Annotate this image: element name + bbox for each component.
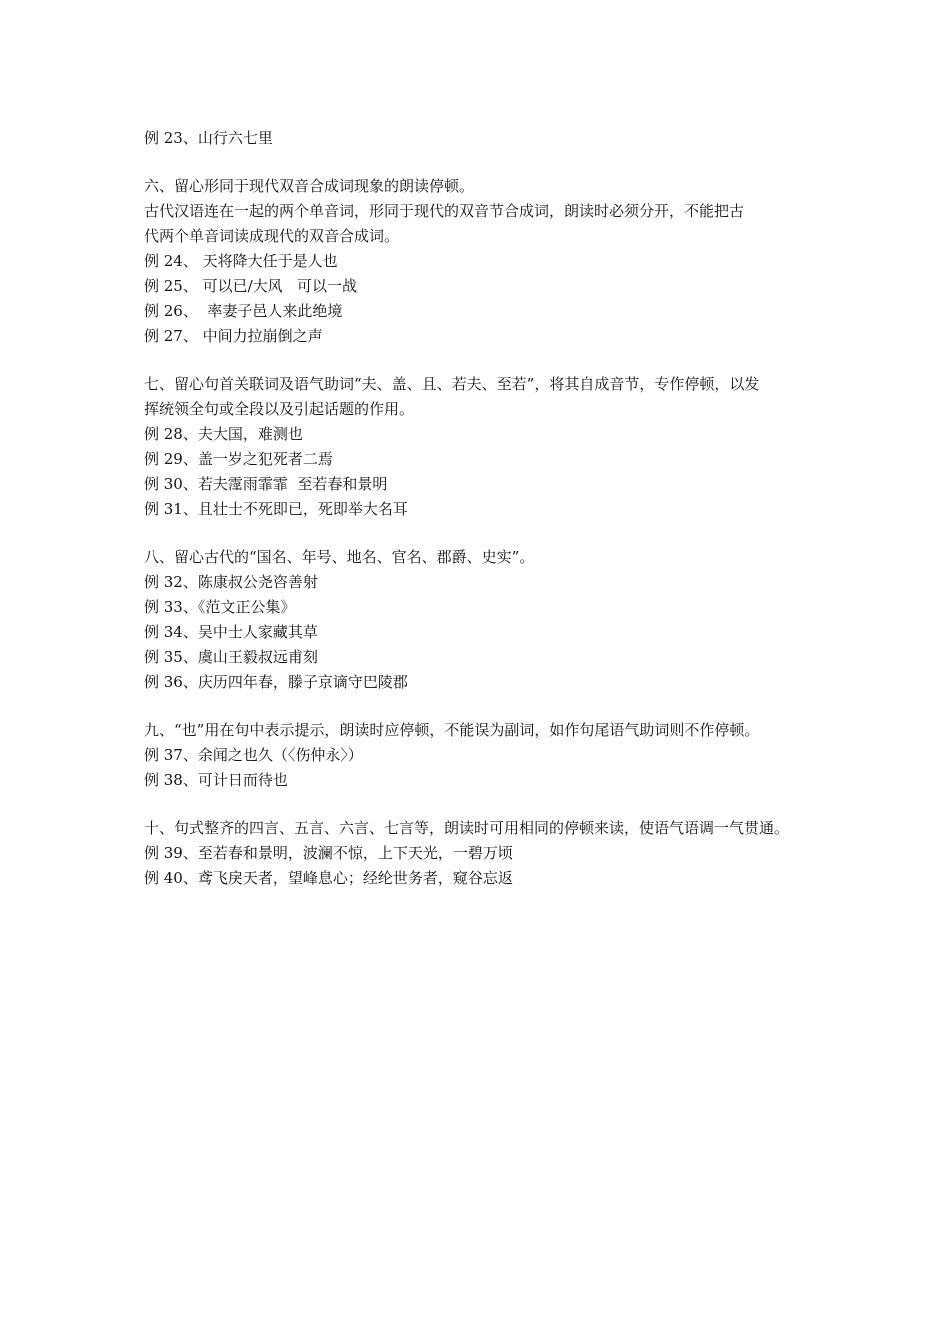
section-10: [144, 816, 824, 891]
section-heading: 八、留心古代的“国名、年号、地名、官名、郡爵、史实”。: [144, 548, 535, 566]
section-heading: 七、留心句首关联词及语气助词“夫、盖、且、若夫、至若”，将其自成音节，专作停顿，以发: [144, 375, 760, 393]
section-heading: 十、句式整齐的四言、五言、六言、七言等，朗读时可用相同的停顿来读，使语气语调一气贯通。: [144, 819, 790, 837]
section-heading: 九、“也”用在句中表示提示，朗读时应停顿，不能误为副词，如作句尾语气助词则不作停顿。: [144, 721, 760, 739]
paragraph-gap: [144, 349, 824, 372]
example-line: 例 27、 中间力拉崩倒之声: [144, 327, 323, 345]
body-line: 代两个单音词读成现代的双音合成词。: [144, 227, 400, 245]
example-line: 例 26、 率妻子邑人来此绝境: [144, 302, 343, 320]
example-line: 例 38、可计日而待也: [144, 771, 288, 789]
example-line: 例 34、吴中士人家藏其草: [144, 623, 318, 641]
body-line: 挥统领全句或全段以及引起话题的作用。: [144, 400, 415, 418]
section-8: [144, 545, 824, 695]
example-line: 例 29、盖一岁之犯死者二焉: [144, 450, 333, 468]
section-7: [144, 372, 824, 522]
paragraph-gap: [144, 151, 824, 174]
example-line: 例 24、 天将降大任于是人也: [144, 252, 338, 270]
section-9: [144, 718, 824, 793]
paragraph-gap: [144, 695, 824, 718]
paragraph-gap: [144, 522, 824, 545]
example-line: 例 32、陈康叔公尧咨善射: [144, 573, 318, 591]
example-line: 例 39、至若春和景明，波澜不惊，上下天光，一碧万顷: [144, 844, 513, 862]
document-body: [144, 126, 824, 891]
example-line: 例 25、 可以已/大风 可以一战: [144, 277, 357, 295]
example-line: 例 37、余闻之也久（〈伤仲永〉）: [144, 746, 363, 764]
example-line: 例 23、山行六七里: [144, 129, 273, 147]
example-line: 例 30、若夫霪雨霏霏 至若春和景明: [144, 475, 388, 493]
example-line: 例 31、且壮士不死即已，死即举大名耳: [144, 500, 408, 518]
body-line: 古代汉语连在一起的两个单音词，形同于现代的双音节合成词，朗读时必须分开，不能把古: [144, 202, 745, 220]
section-6: [144, 174, 824, 349]
example-line: 例 35、虞山王毅叔远甫刻: [144, 648, 318, 666]
example-line: 例 28、夫大国，难测也: [144, 425, 303, 443]
paragraph-gap: [144, 793, 824, 816]
example-line: 例 40、鸢飞戾天者，望峰息心；经纶世务者，窥谷忘返: [144, 869, 513, 887]
section-example-23: [144, 126, 824, 151]
example-line: 例 36、庆历四年春，滕子京谪守巴陵郡: [144, 673, 408, 691]
example-line: 例 33、《范文正公集》: [144, 598, 296, 616]
section-heading: 六、留心形同于现代双音合成词现象的朗读停顿。: [144, 177, 475, 195]
